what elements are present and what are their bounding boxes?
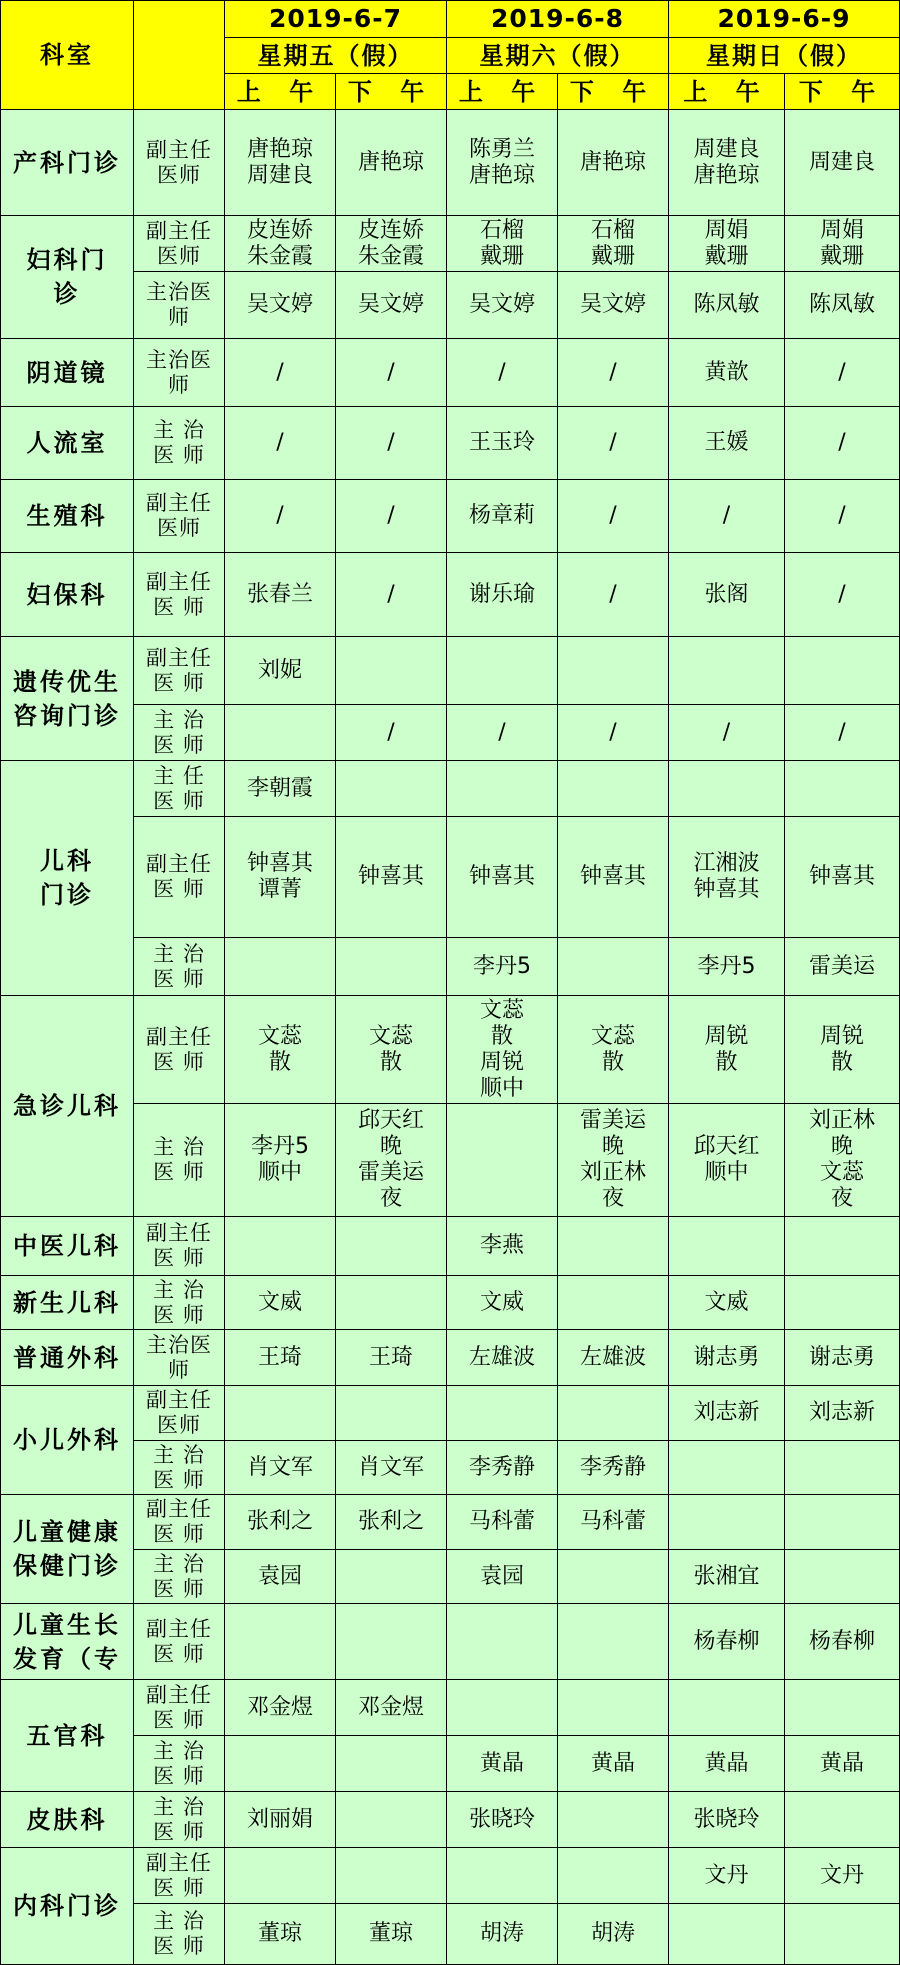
pm-shift-cell xyxy=(785,1276,900,1330)
am-shift-cell: 张春兰 xyxy=(225,553,336,637)
am-shift-cell: 陈凤敏 xyxy=(669,272,785,339)
schedule-body xyxy=(1,1,900,1965)
department-name: 儿童健康 保健门诊 xyxy=(1,1495,134,1604)
table-row xyxy=(1,705,900,761)
am-shift-cell xyxy=(447,761,558,817)
am-header: 上 午 xyxy=(447,74,558,110)
table-row xyxy=(1,339,900,407)
am-shift-cell xyxy=(447,637,558,705)
pm-shift-cell: / xyxy=(785,480,900,553)
table-row xyxy=(1,1104,900,1217)
am-shift-cell: 刘丽娟 xyxy=(225,1792,336,1848)
pm-shift-cell xyxy=(558,938,669,996)
table-row xyxy=(1,637,900,705)
am-shift-cell: 李燕 xyxy=(447,1217,558,1276)
pm-shift-cell: 文蕊 散 xyxy=(336,996,447,1104)
pm-shift-cell xyxy=(785,637,900,705)
pm-shift-cell: 石榴 戴珊 xyxy=(558,216,669,272)
pm-shift-cell xyxy=(785,1904,900,1965)
pm-shift-cell: / xyxy=(336,705,447,761)
pm-shift-cell: / xyxy=(785,553,900,637)
am-shift-cell xyxy=(225,1217,336,1276)
pm-shift-cell: 雷美运 晚 刘正林 夜 xyxy=(558,1104,669,1217)
am-shift-cell: 钟喜其 xyxy=(447,817,558,938)
am-shift-cell xyxy=(669,1680,785,1736)
doctor-title: 副主任 医 师 xyxy=(134,553,225,637)
table-row xyxy=(1,1604,900,1680)
table-row xyxy=(1,1276,900,1330)
doctor-title: 副主任 医师 xyxy=(134,1386,225,1441)
pm-shift-cell: 李秀静 xyxy=(558,1441,669,1495)
pm-shift-cell xyxy=(336,1792,447,1848)
am-shift-cell: 谢志勇 xyxy=(669,1330,785,1386)
table-row xyxy=(1,817,900,938)
pm-shift-cell xyxy=(336,761,447,817)
am-shift-cell: 文威 xyxy=(669,1276,785,1330)
doctor-title: 主 治 医 师 xyxy=(134,1276,225,1330)
am-shift-cell: 李丹5 xyxy=(447,938,558,996)
am-shift-cell: 石榴 戴珊 xyxy=(447,216,558,272)
pm-shift-cell xyxy=(336,1386,447,1441)
pm-shift-cell xyxy=(336,938,447,996)
am-shift-cell: 董琼 xyxy=(225,1904,336,1965)
am-shift-cell: 周锐 散 xyxy=(669,996,785,1104)
pm-shift-cell xyxy=(558,1550,669,1604)
am-shift-cell: 黄晶 xyxy=(447,1736,558,1792)
am-shift-cell: 皮连娇 朱金霞 xyxy=(225,216,336,272)
department-name: 妇保科 xyxy=(1,553,134,637)
pm-shift-cell: 左雄波 xyxy=(558,1330,669,1386)
doctor-title: 副主任 医 师 xyxy=(134,1604,225,1680)
am-shift-cell: 李朝霞 xyxy=(225,761,336,817)
table-row xyxy=(1,761,900,817)
doctor-title: 主 治 医 师 xyxy=(134,705,225,761)
pm-shift-cell: 吴文婷 xyxy=(558,272,669,339)
am-shift-cell xyxy=(225,1736,336,1792)
table-row xyxy=(1,1680,900,1736)
weekday-header-3: 星期日（假） xyxy=(669,38,900,74)
am-shift-cell: 江湘波 钟喜其 xyxy=(669,817,785,938)
department-name: 内科门诊 xyxy=(1,1848,134,1965)
pm-shift-cell: 张利之 xyxy=(336,1495,447,1550)
doctor-title: 副主任 医 师 xyxy=(134,1680,225,1736)
pm-shift-cell: / xyxy=(336,480,447,553)
pm-shift-cell: 唐艳琼 xyxy=(558,110,669,216)
am-shift-cell xyxy=(669,1217,785,1276)
table-row xyxy=(1,407,900,480)
department-name: 阴道镜 xyxy=(1,339,134,407)
department-name: 急诊儿科 xyxy=(1,996,134,1217)
pm-shift-cell: 刘正林 晚 文蕊 夜 xyxy=(785,1104,900,1217)
department-name: 五官科 xyxy=(1,1680,134,1792)
am-shift-cell xyxy=(447,1386,558,1441)
am-shift-cell: 张晓玲 xyxy=(447,1792,558,1848)
pm-shift-cell: 周娟 戴珊 xyxy=(785,216,900,272)
table-row xyxy=(1,480,900,553)
am-shift-cell: 周娟 戴珊 xyxy=(669,216,785,272)
am-shift-cell: 文蕊 散 周锐 顺中 xyxy=(447,996,558,1104)
am-shift-cell: / xyxy=(225,407,336,480)
pm-shift-cell: 文蕊 散 xyxy=(558,996,669,1104)
pm-shift-cell: 肖文军 xyxy=(336,1441,447,1495)
pm-shift-cell xyxy=(785,1495,900,1550)
table-row xyxy=(1,553,900,637)
doctor-title: 主 治 医 师 xyxy=(134,1441,225,1495)
pm-shift-cell: 胡涛 xyxy=(558,1904,669,1965)
am-shift-cell: 袁园 xyxy=(447,1550,558,1604)
pm-shift-cell xyxy=(336,1736,447,1792)
table-row xyxy=(1,1792,900,1848)
pm-shift-cell xyxy=(336,637,447,705)
table-row xyxy=(1,1550,900,1604)
department-name: 儿科 门诊 xyxy=(1,761,134,996)
am-shift-cell xyxy=(669,1441,785,1495)
pm-shift-cell: 邱天红 晚 雷美运 夜 xyxy=(336,1104,447,1217)
pm-shift-cell xyxy=(558,1276,669,1330)
pm-shift-cell: 谢志勇 xyxy=(785,1330,900,1386)
table-row xyxy=(1,1330,900,1386)
table-row xyxy=(1,272,900,339)
doctor-title: 副主任 医师 xyxy=(134,216,225,272)
table-row xyxy=(1,996,900,1104)
am-shift-cell xyxy=(447,1848,558,1904)
am-shift-cell: 肖文军 xyxy=(225,1441,336,1495)
pm-shift-cell xyxy=(785,1680,900,1736)
department-name: 妇科门 诊 xyxy=(1,216,134,339)
pm-shift-cell: / xyxy=(785,705,900,761)
am-shift-cell xyxy=(225,1848,336,1904)
doctor-title: 主 任 医 师 xyxy=(134,761,225,817)
am-shift-cell: 刘妮 xyxy=(225,637,336,705)
pm-shift-cell xyxy=(558,1386,669,1441)
pm-shift-cell xyxy=(558,1217,669,1276)
pm-shift-cell: 陈凤敏 xyxy=(785,272,900,339)
department-name: 生殖科 xyxy=(1,480,134,553)
pm-shift-cell: / xyxy=(785,407,900,480)
am-shift-cell: 黄晶 xyxy=(669,1736,785,1792)
am-shift-cell: 刘志新 xyxy=(669,1386,785,1441)
table-row xyxy=(1,1441,900,1495)
pm-shift-cell: 钟喜其 xyxy=(558,817,669,938)
date-header-2: 2019-6-8 xyxy=(447,1,669,38)
am-shift-cell: 唐艳琼 周建良 xyxy=(225,110,336,216)
table-row xyxy=(1,110,900,216)
am-header: 上 午 xyxy=(225,74,336,110)
department-name: 人流室 xyxy=(1,407,134,480)
table-row xyxy=(1,1736,900,1792)
table-row xyxy=(1,1848,900,1904)
doctor-title: 主 治 医 师 xyxy=(134,407,225,480)
pm-header: 下 午 xyxy=(336,74,447,110)
am-shift-cell: 张湘宜 xyxy=(669,1550,785,1604)
pm-shift-cell xyxy=(336,1604,447,1680)
am-shift-cell: 杨春柳 xyxy=(669,1604,785,1680)
am-shift-cell xyxy=(669,637,785,705)
header-date-row xyxy=(1,1,900,38)
am-shift-cell: 周建良 唐艳琼 xyxy=(669,110,785,216)
pm-shift-cell xyxy=(785,1441,900,1495)
am-shift-cell xyxy=(669,761,785,817)
am-shift-cell xyxy=(225,705,336,761)
pm-shift-cell: 钟喜其 xyxy=(336,817,447,938)
am-shift-cell: 邓金煜 xyxy=(225,1680,336,1736)
am-shift-cell: / xyxy=(447,705,558,761)
pm-shift-cell: / xyxy=(336,339,447,407)
am-shift-cell: 胡涛 xyxy=(447,1904,558,1965)
doctor-title: 主 治 医 师 xyxy=(134,1104,225,1217)
am-shift-cell: 马科蕾 xyxy=(447,1495,558,1550)
am-shift-cell: 陈勇兰 唐艳琼 xyxy=(447,110,558,216)
am-shift-cell: 吴文婷 xyxy=(447,272,558,339)
doctor-title: 副主任 医 师 xyxy=(134,1217,225,1276)
pm-shift-cell: 黄晶 xyxy=(785,1736,900,1792)
doctor-title: 副主任 医 师 xyxy=(134,996,225,1104)
pm-shift-cell: 邓金煜 xyxy=(336,1680,447,1736)
pm-shift-cell xyxy=(558,1848,669,1904)
doctor-title: 主 治 医 师 xyxy=(134,1736,225,1792)
am-shift-cell: / xyxy=(225,480,336,553)
doctor-title: 副主任 医 师 xyxy=(134,1495,225,1550)
am-shift-cell: 王玉玲 xyxy=(447,407,558,480)
pm-shift-cell: / xyxy=(558,705,669,761)
table-row xyxy=(1,1386,900,1441)
weekday-header-1: 星期五（假） xyxy=(225,38,447,74)
pm-shift-cell: / xyxy=(558,339,669,407)
pm-header: 下 午 xyxy=(785,74,900,110)
pm-shift-cell xyxy=(785,761,900,817)
table-row xyxy=(1,938,900,996)
pm-shift-cell: 唐艳琼 xyxy=(336,110,447,216)
pm-shift-cell: / xyxy=(558,480,669,553)
am-shift-cell: 左雄波 xyxy=(447,1330,558,1386)
am-header: 上 午 xyxy=(669,74,785,110)
table-row xyxy=(1,1495,900,1550)
doctor-title: 主 治 医 师 xyxy=(134,1904,225,1965)
am-shift-cell: 张晓玲 xyxy=(669,1792,785,1848)
department-name: 皮肤科 xyxy=(1,1792,134,1848)
doctor-title: 主 治 医 师 xyxy=(134,1550,225,1604)
am-shift-cell: / xyxy=(669,705,785,761)
pm-header: 下 午 xyxy=(558,74,669,110)
pm-shift-cell xyxy=(558,761,669,817)
title-header xyxy=(134,1,225,110)
pm-shift-cell: / xyxy=(336,407,447,480)
pm-shift-cell xyxy=(558,1680,669,1736)
am-shift-cell: / xyxy=(225,339,336,407)
doctor-title: 主治医 师 xyxy=(134,272,225,339)
pm-shift-cell xyxy=(785,1792,900,1848)
am-shift-cell xyxy=(447,1604,558,1680)
am-shift-cell: 王媛 xyxy=(669,407,785,480)
am-shift-cell: 文丹 xyxy=(669,1848,785,1904)
pm-shift-cell xyxy=(336,1550,447,1604)
pm-shift-cell: 董琼 xyxy=(336,1904,447,1965)
am-shift-cell: / xyxy=(669,480,785,553)
doctor-title: 副主任 医 师 xyxy=(134,1848,225,1904)
am-shift-cell: 黄歆 xyxy=(669,339,785,407)
department-name: 产科门诊 xyxy=(1,110,134,216)
doctor-title: 副主任 医师 xyxy=(134,480,225,553)
pm-shift-cell: / xyxy=(785,339,900,407)
pm-shift-cell xyxy=(785,1217,900,1276)
am-shift-cell: 吴文婷 xyxy=(225,272,336,339)
pm-shift-cell: 钟喜其 xyxy=(785,817,900,938)
department-name: 小儿外科 xyxy=(1,1386,134,1495)
am-shift-cell xyxy=(225,938,336,996)
pm-shift-cell xyxy=(336,1848,447,1904)
pm-shift-cell xyxy=(336,1276,447,1330)
doctor-title: 副主任 医 师 xyxy=(134,637,225,705)
pm-shift-cell: / xyxy=(558,407,669,480)
date-header-3: 2019-6-9 xyxy=(669,1,900,38)
department-name: 普通外科 xyxy=(1,1330,134,1386)
dept-header: 科室 xyxy=(1,1,134,110)
pm-shift-cell: 马科蕾 xyxy=(558,1495,669,1550)
am-shift-cell: 王琦 xyxy=(225,1330,336,1386)
doctor-title: 副主任 医师 xyxy=(134,110,225,216)
table-row xyxy=(1,216,900,272)
am-shift-cell: 邱天红 顺中 xyxy=(669,1104,785,1217)
table-row xyxy=(1,1217,900,1276)
am-shift-cell: 杨章莉 xyxy=(447,480,558,553)
doctor-title: 主 治 医 师 xyxy=(134,1792,225,1848)
am-shift-cell xyxy=(447,1104,558,1217)
table-row xyxy=(1,1904,900,1965)
am-shift-cell xyxy=(669,1904,785,1965)
department-name: 新生儿科 xyxy=(1,1276,134,1330)
date-header-1: 2019-6-7 xyxy=(225,1,447,38)
doctor-title: 主 治 医 师 xyxy=(134,938,225,996)
am-shift-cell: 文威 xyxy=(447,1276,558,1330)
am-shift-cell: 李丹5 顺中 xyxy=(225,1104,336,1217)
pm-shift-cell: 周建良 xyxy=(785,110,900,216)
pm-shift-cell xyxy=(558,1792,669,1848)
am-shift-cell: 袁园 xyxy=(225,1550,336,1604)
am-shift-cell: 张利之 xyxy=(225,1495,336,1550)
department-name: 遗传优生 咨询门诊 xyxy=(1,637,134,761)
am-shift-cell: / xyxy=(447,339,558,407)
pm-shift-cell: 周锐 散 xyxy=(785,996,900,1104)
pm-shift-cell xyxy=(558,637,669,705)
am-shift-cell: 文蕊 散 xyxy=(225,996,336,1104)
pm-shift-cell xyxy=(336,1217,447,1276)
pm-shift-cell: 杨春柳 xyxy=(785,1604,900,1680)
pm-shift-cell: 皮连娇 朱金霞 xyxy=(336,216,447,272)
doctor-title: 主治医 师 xyxy=(134,339,225,407)
pm-shift-cell: 吴文婷 xyxy=(336,272,447,339)
am-shift-cell: 文威 xyxy=(225,1276,336,1330)
am-shift-cell xyxy=(225,1386,336,1441)
am-shift-cell xyxy=(669,1495,785,1550)
pm-shift-cell xyxy=(785,1550,900,1604)
am-shift-cell: 张阁 xyxy=(669,553,785,637)
pm-shift-cell: / xyxy=(558,553,669,637)
pm-shift-cell: 雷美运 xyxy=(785,938,900,996)
doctor-title: 主治医 师 xyxy=(134,1330,225,1386)
am-shift-cell: 谢乐瑜 xyxy=(447,553,558,637)
am-shift-cell: 钟喜其 谭菁 xyxy=(225,817,336,938)
am-shift-cell: 李秀静 xyxy=(447,1441,558,1495)
am-shift-cell xyxy=(447,1680,558,1736)
department-name: 中医儿科 xyxy=(1,1217,134,1276)
weekday-header-2: 星期六（假） xyxy=(447,38,669,74)
pm-shift-cell: 文丹 xyxy=(785,1848,900,1904)
doctor-title: 副主任 医 师 xyxy=(134,817,225,938)
am-shift-cell: 李丹5 xyxy=(669,938,785,996)
am-shift-cell xyxy=(225,1604,336,1680)
pm-shift-cell: 刘志新 xyxy=(785,1386,900,1441)
pm-shift-cell: 黄晶 xyxy=(558,1736,669,1792)
pm-shift-cell: 王琦 xyxy=(336,1330,447,1386)
department-name: 儿童生长 发育（专 xyxy=(1,1604,134,1680)
pm-shift-cell: / xyxy=(336,553,447,637)
pm-shift-cell xyxy=(558,1604,669,1680)
